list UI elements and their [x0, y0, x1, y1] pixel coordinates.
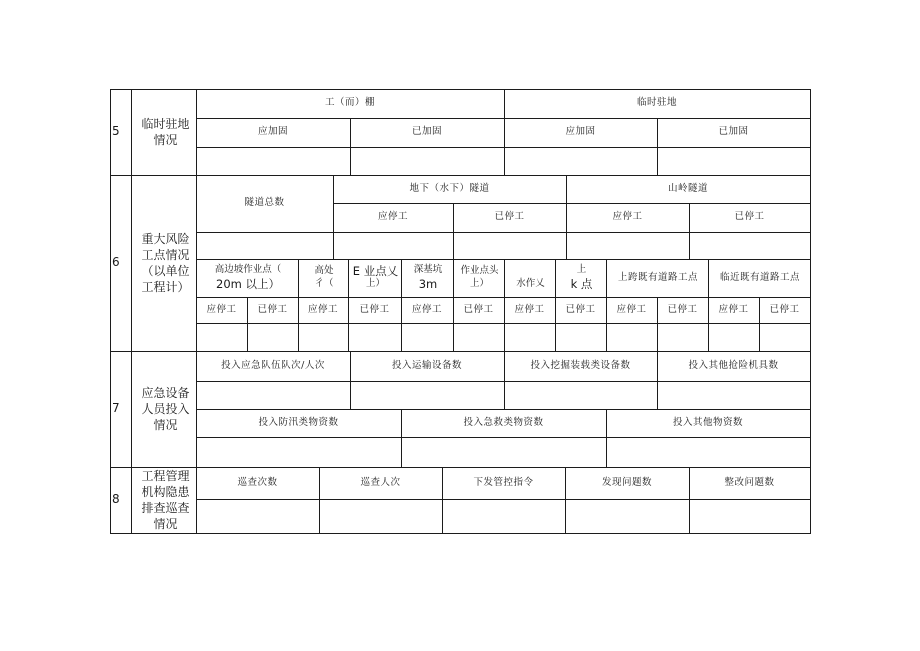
- equipment-header: 投入运输设备数: [391, 359, 462, 371]
- cell-line: 高处: [314, 264, 334, 276]
- cell-line: E 业点乂: [352, 264, 399, 279]
- reinforce-header: 应加固: [565, 126, 596, 138]
- cell-line: 作业点头: [460, 264, 499, 276]
- cell-line: 20m 以上）: [216, 277, 280, 292]
- section-title: 重大风险工点情况（以单位工程计）: [141, 231, 190, 295]
- section-number: 6: [112, 255, 120, 270]
- cell-line: 上）: [365, 277, 385, 289]
- reinforce-header: 应加固: [257, 126, 288, 138]
- mountain-tunnel-header: 山岭隧道: [667, 182, 708, 194]
- work-point-header: [558, 261, 605, 296]
- shed-header: 工（而）棚: [324, 97, 375, 109]
- inspection-header: 整改问题数: [724, 476, 775, 488]
- supplies-header: 投入防汛类物资数: [258, 416, 339, 428]
- stop-status-header: 应停工: [411, 303, 442, 315]
- section-number: 8: [112, 492, 120, 507]
- grid-line: [196, 232, 811, 233]
- section-title: 应急设备人员投入情况: [141, 385, 190, 433]
- stop-status-header: 应停工: [616, 303, 647, 315]
- section-number: 7: [112, 401, 120, 416]
- work-point-header: [404, 261, 452, 296]
- table-right-border: [810, 89, 811, 534]
- stop-status-header: 已停工: [565, 303, 596, 315]
- cell-line: 3m: [418, 277, 438, 292]
- equipment-header: 投入应急队伍队次/人次: [221, 359, 325, 371]
- work-point-header: [507, 261, 554, 296]
- inspection-header: 巡查人次: [360, 476, 401, 488]
- equipment-header: 投入挖掘装载类设备数: [530, 359, 631, 371]
- work-point-header: [456, 261, 503, 296]
- stop-status-header: 应停工: [514, 303, 545, 315]
- inspection-header: 下发管控指令: [473, 476, 534, 488]
- stop-status-header: 应停工: [718, 303, 749, 315]
- inspection-header: 发现问题数: [601, 476, 652, 488]
- supplies-header: 投入其他物资数: [672, 416, 743, 428]
- cell-line: 上）: [469, 277, 489, 289]
- reinforce-header: 已加固: [718, 126, 749, 138]
- work-point-header: [301, 261, 347, 296]
- cell-line: 高边坡作业点（: [214, 264, 282, 276]
- reinforce-header: 已加固: [411, 126, 442, 138]
- inspection-header: 巡查次数: [237, 476, 278, 488]
- camp-header: 临时驻地: [636, 97, 677, 109]
- work-point-header: [199, 261, 297, 296]
- cell-line: 上: [576, 264, 587, 276]
- cell-line: 深基坑: [413, 264, 443, 276]
- stop-status-header: 已停工: [359, 303, 390, 315]
- tunnel-stop-header: 已停工: [494, 211, 525, 223]
- stop-status-header: 应停工: [307, 303, 338, 315]
- grid-line: [196, 437, 811, 438]
- cell-line: 彳（: [314, 277, 334, 289]
- tunnel-stop-header: 应停工: [377, 211, 408, 223]
- cell-line: k 点: [570, 277, 593, 292]
- work-point-header: [351, 261, 400, 296]
- cell-line: 水作乂: [516, 277, 545, 289]
- tunnel-stop-header: 应停工: [612, 211, 643, 223]
- underground-tunnel-header: 地下（水下）隧道: [409, 182, 490, 194]
- stop-status-header: 已停工: [463, 303, 494, 315]
- section-number: 5: [112, 124, 120, 139]
- tunnel-stop-header: 已停工: [734, 211, 765, 223]
- table-bottom-border: [110, 533, 811, 534]
- work-point-header: 上跨既有道路工点: [617, 271, 698, 283]
- grid-line: [196, 499, 811, 500]
- section-title: 工程管理机构隐患排查巡查情况: [141, 468, 190, 532]
- stop-status-header: 已停工: [257, 303, 288, 315]
- stop-status-header: 已停工: [667, 303, 698, 315]
- equipment-header: 投入其他抢险机具数: [688, 359, 779, 371]
- work-point-header: 临近既有道路工点: [719, 271, 800, 283]
- stop-status-header: 已停工: [769, 303, 800, 315]
- tunnel-total-header: 隧道总数: [244, 197, 285, 209]
- section-title: 临时驻地情况: [141, 116, 190, 147]
- supplies-header: 投入急救类物资数: [463, 416, 544, 428]
- stop-status-header: 应停工: [206, 303, 237, 315]
